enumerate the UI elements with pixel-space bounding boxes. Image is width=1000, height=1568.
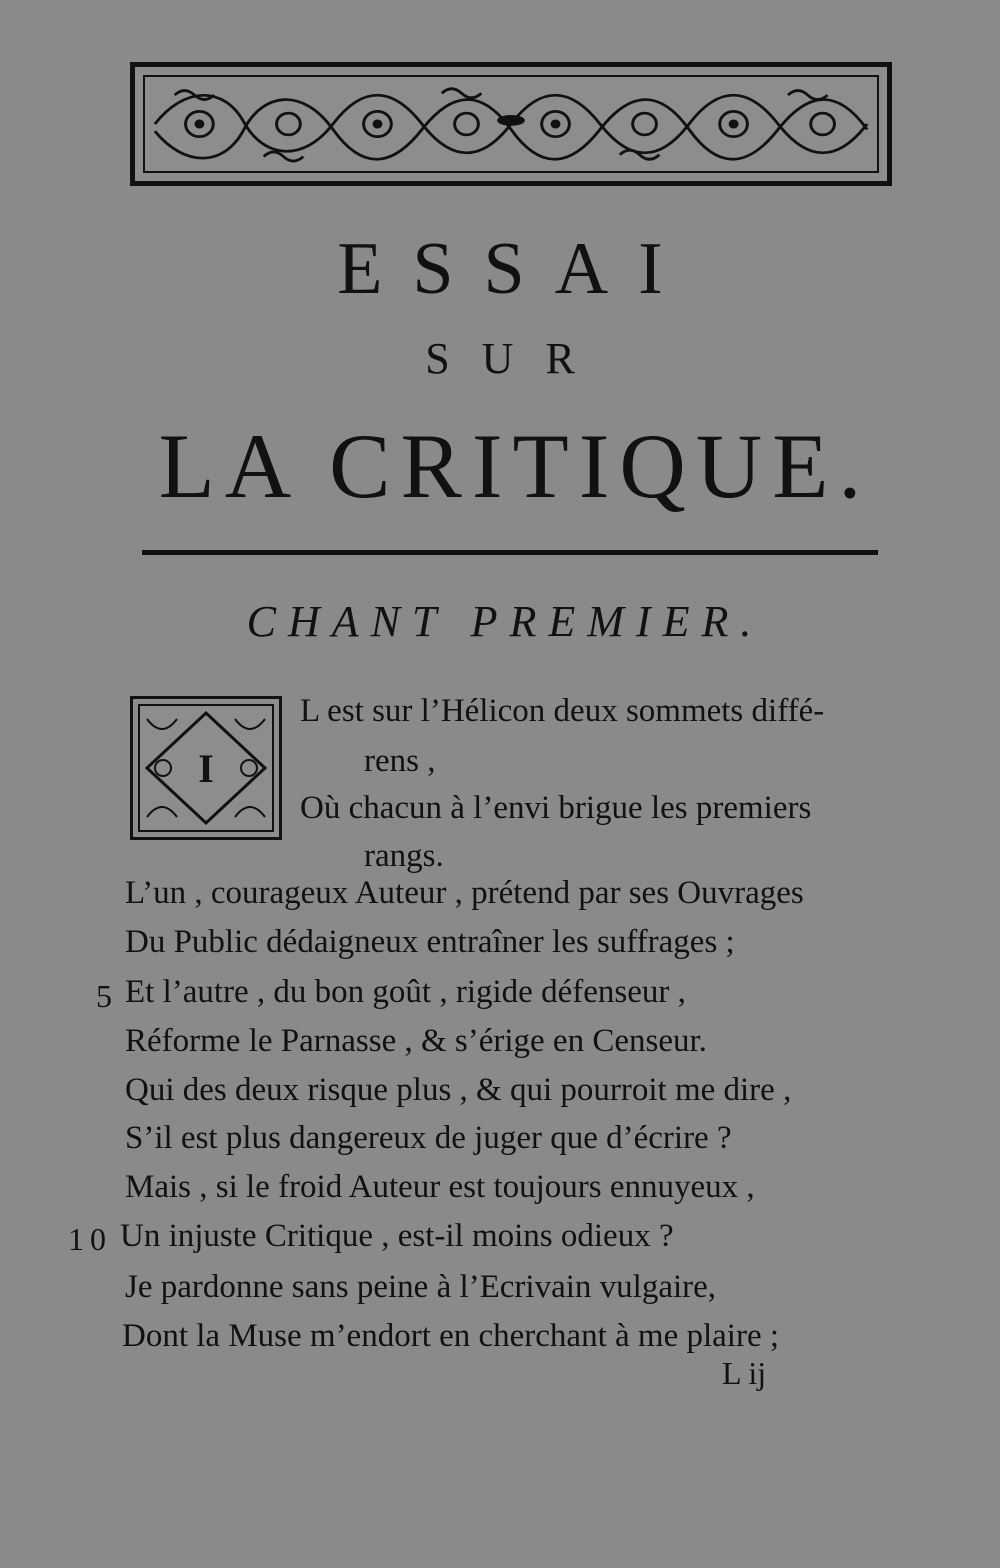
title-sur: SUR (425, 334, 607, 383)
drop-initial (130, 696, 282, 840)
verse-line: L est sur l’Hélicon deux sommets diffé- (300, 693, 825, 729)
chant-heading: CHANT PREMIER. (246, 597, 764, 646)
verse-line: S’il est plus dangereux de juger que d’écrire ? (125, 1120, 732, 1156)
verse-line: Et l’autre , du bon goût , rigide défenseur , (125, 974, 686, 1010)
verse-line: Dont la Muse m’endort en cherchant à me plaire ; (122, 1318, 780, 1354)
verse-line: Je pardonne sans peine à l’Ecrivain vulgaire, (125, 1269, 717, 1305)
verse-line: rens , (364, 743, 436, 779)
verse-line: Mais , si le froid Auteur est toujours ennuyeux , (125, 1169, 755, 1205)
line-number-5: 5 (96, 978, 112, 1014)
line-number-10: 10 (68, 1221, 112, 1257)
verse-line: Du Public dédaigneux entraîner les suffrages ; (125, 924, 735, 960)
title-la-critique: LA CRITIQUE. (158, 415, 872, 517)
signature-mark: L ij (722, 1355, 767, 1391)
verse-line: Où chacun à l’envi brigue les premiers (300, 790, 812, 826)
title-rule-divider (142, 550, 878, 555)
title-essai: ESSAI (337, 228, 693, 310)
ornamental-headpiece (130, 62, 892, 186)
verse-line: Qui des deux risque plus , & qui pourroit me dire , (125, 1072, 792, 1108)
drop-initial-letter: I (198, 745, 214, 791)
verse-line: Réforme le Parnasse , & s’érige en Censeur. (125, 1023, 707, 1059)
verse-line: Un injuste Critique , est-il moins odieux ? (120, 1218, 674, 1254)
verse-line: rangs. (364, 838, 444, 874)
verse-line: L’un , courageux Auteur , prétend par ses Ouvrages (125, 875, 804, 911)
